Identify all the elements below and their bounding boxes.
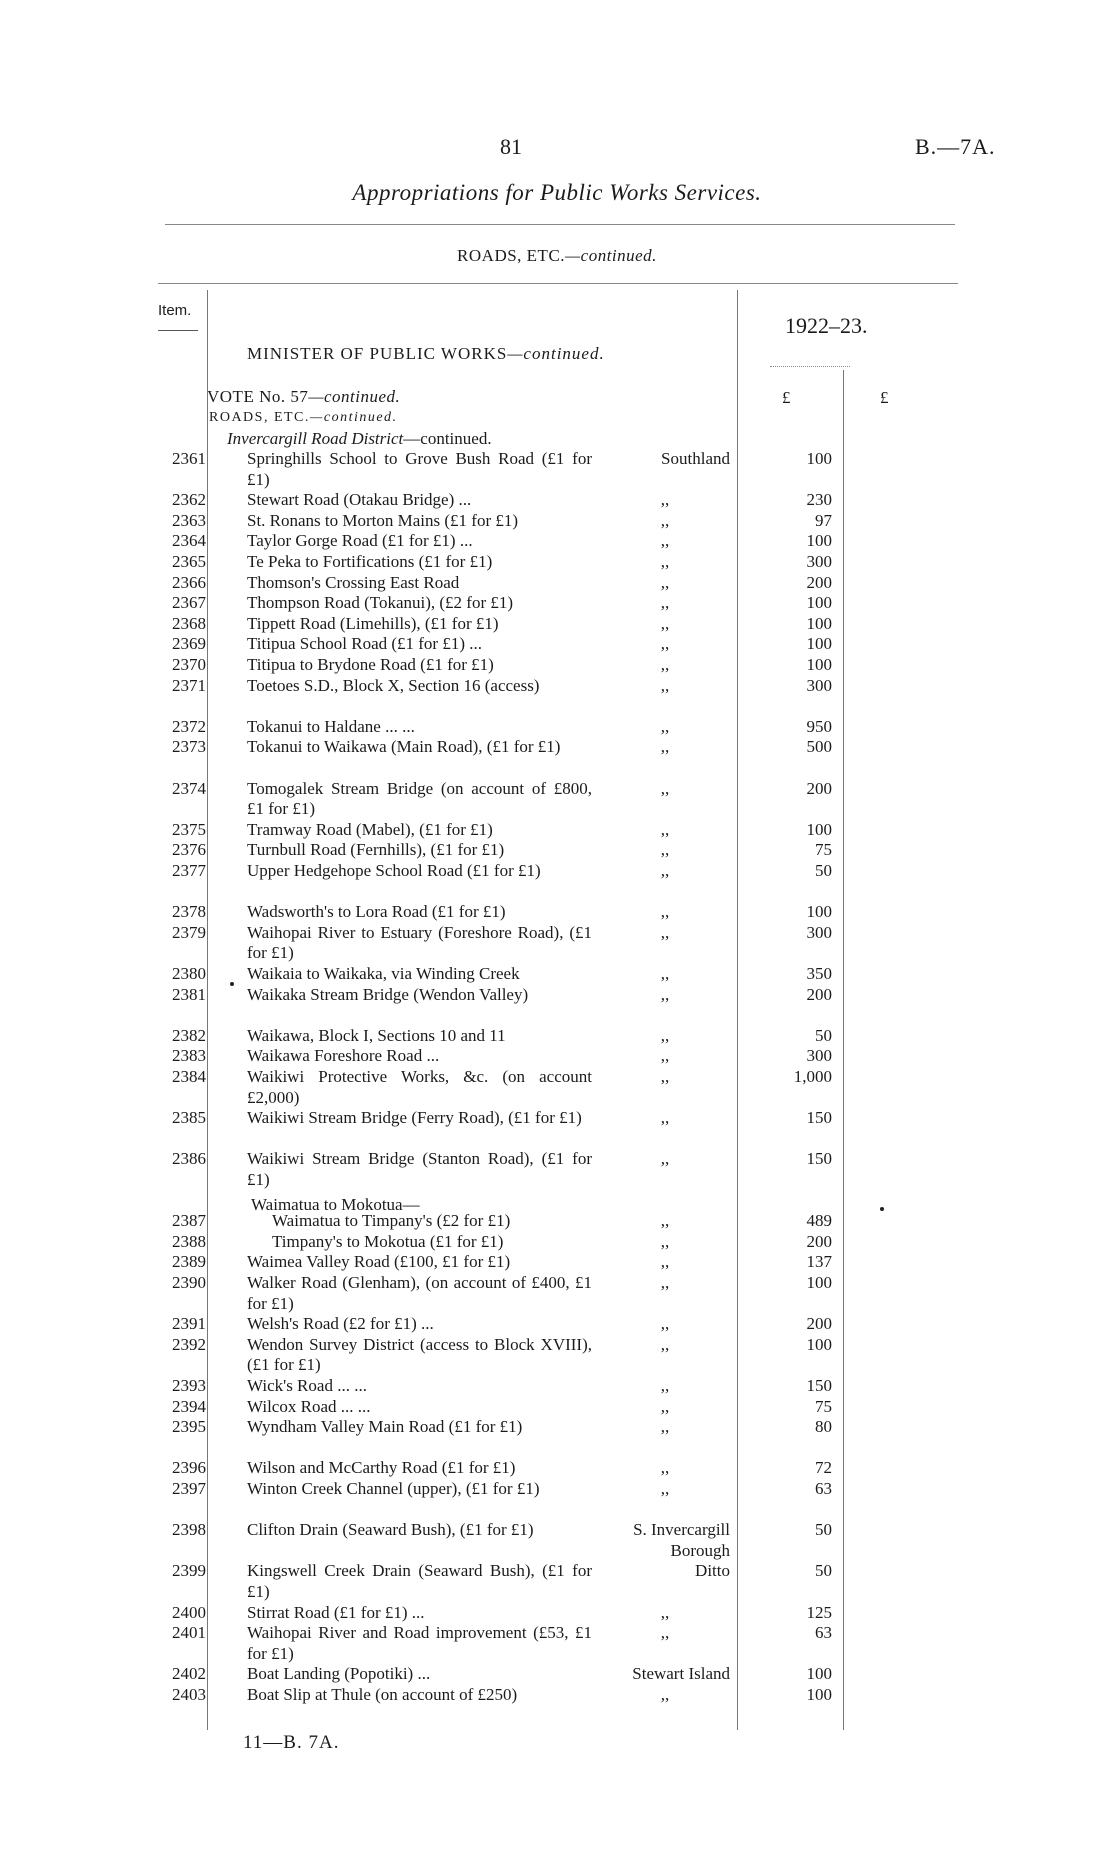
item-amount: 300 [806,552,832,571]
item-number: 2376 [172,840,206,860]
item-district: ,, [660,737,670,757]
item-number: 2390 [172,1273,206,1292]
item-amount: 75 [815,1396,832,1416]
item-header-underline [158,330,198,331]
item-description: Waikiwi Stream Bridge (Stanton Road), (£1 for £1) [247,1149,592,1189]
item-description: Kingswell Creek Drain (Seaward Bush), (£1 for £1) [247,1561,592,1601]
section-title: ROADS, ETC.—continued. [457,246,657,265]
item-number: 2364 [172,531,206,551]
item-amount: 200 [806,778,832,798]
item-district: ,, [660,552,670,571]
item-description: Wilson and McCarthy Road (£1 for £1) [247,1458,516,1478]
item-number: 2366 [172,572,206,592]
page-number: 81 [500,134,522,159]
item-district: ,, [660,510,670,530]
item-description: Tramway Road (Mabel), (£1 for £1) [247,819,493,839]
item-district: ,, [660,490,670,510]
item-description: Boat Landing (Popotiki) ... [247,1664,431,1684]
item-district: ,, [660,1314,670,1334]
item-number: 2381 [172,984,206,1004]
item-description: Thompson Road (Tokanui), (£2 for £1) [247,593,514,613]
item-description: Tomogalek Stream Bridge (on account of £800, £1 for £1) [247,778,592,819]
item-number: 2401 [172,1623,206,1643]
item-description: Stewart Road (Otakau Bridge) ... [247,490,472,510]
item-number: 2394 [172,1396,206,1416]
item-district: Ditto [695,1561,730,1581]
item-description: Winton Creek Channel (upper), (£1 for £1) [247,1479,540,1498]
item-district: ,, [660,675,670,695]
bullet-mark [230,982,234,986]
item-number: 2398 [172,1520,206,1540]
item-description: Wendon Survey District (access to Block XVIII), (£1 for £1) [247,1334,592,1375]
item-number: 2386 [172,1149,206,1169]
item-description: Waimea Valley Road (£100, £1 for £1) [247,1252,511,1272]
item-description: Titipua School Road (£1 for £1) ... [247,634,483,654]
item-number: 2370 [172,655,206,674]
header-rule [158,283,958,284]
item-description: Te Peka to Fortifications (£1 for £1) [247,552,493,571]
item-description: Walker Road (Glenham), (on account of £400, £1 for £1) [247,1273,592,1313]
ministry-heading: MINISTER OF PUBLIC WORKS—continued. [247,344,605,363]
item-district: ,, [660,572,670,592]
item-number: 2375 [172,819,206,839]
item-number: 2396 [172,1458,206,1478]
item-district: ,, [660,1149,670,1169]
item-description: Waihopai River and Road improvement (£53, £1 for £1) [247,1623,592,1663]
item-number: 2388 [172,1231,206,1251]
item-number: 2368 [172,613,206,633]
item-district: ,, [660,1211,670,1231]
item-amount: 300 [806,922,832,942]
item-amount: 500 [806,737,832,757]
item-description: Waikiwi Protective Works, &c. (on account £2,000) [247,1067,592,1107]
item-amount: 150 [806,1108,832,1128]
item-description: Wyndham Valley Main Road (£1 for £1) [247,1417,523,1437]
item-description: Toetoes S.D., Block X, Section 16 (access) [247,675,540,695]
item-amount: 200 [806,984,832,1004]
item-amount: 100 [806,593,832,613]
item-district: ,, [660,964,670,983]
item-district: ,, [660,1417,670,1437]
item-amount: 100 [806,1664,832,1684]
item-number: 2403 [172,1685,206,1704]
item-district: ,, [660,1252,670,1272]
item-district: ,, [660,1273,670,1292]
item-amount: 100 [806,655,832,674]
item-district: ,, [660,1067,670,1086]
item-amount: 100 [806,634,832,654]
item-district: ,, [660,716,670,736]
item-number: 2400 [172,1602,206,1622]
item-amount: 300 [806,1046,832,1066]
item-description: Wick's Road ... ... [247,1376,367,1395]
item-number: 2361 [172,449,206,468]
amount-column-divider [843,370,844,1730]
item-number: 2395 [172,1417,206,1437]
item-amount: 50 [815,861,832,880]
item-description: Springhills School to Grove Bush Road (£1 for £1) [247,449,592,489]
item-number: 2382 [172,1025,206,1045]
item-district: ,, [660,1231,670,1251]
district-heading: Invercargill Road District—continued. [227,429,492,448]
item-description: Waikawa, Block I, Sections 10 and 11 [247,1025,506,1045]
item-amount: 137 [806,1252,832,1272]
item-number: 2374 [172,778,206,798]
item-description: Waikaka Stream Bridge (Wendon Valley) [247,984,529,1004]
item-amount: 63 [815,1479,832,1498]
item-district: ,, [660,1396,670,1416]
item-description: Tippett Road (Limehills), (£1 for £1) [247,613,499,633]
subsection-heading: ROADS, ETC.—continued. [209,410,398,425]
item-amount: 100 [806,1685,832,1704]
item-amount: 150 [806,1149,832,1169]
item-number: 2363 [172,510,206,530]
item-description: Waimatua to Timpany's (£2 for £1) [272,1211,511,1231]
item-column-header: Item. [158,302,192,319]
item-amount: 489 [806,1211,832,1231]
item-district: ,, [660,531,670,551]
item-amount: 50 [815,1025,832,1045]
currency-header-1: £ [782,388,791,407]
item-amount: 100 [806,819,832,839]
item-description: Boat Slip at Thule (on account of £250) [247,1685,518,1704]
item-district: ,, [660,1623,670,1643]
item-district: ,, [660,861,670,880]
item-description: Wilcox Road ... ... [247,1396,371,1416]
item-number: 2379 [172,922,206,942]
item-amount: 100 [806,613,832,633]
item-number: 2391 [172,1314,206,1334]
item-district: S. Invercargill Borough [633,1520,730,1560]
item-description: Thomson's Crossing East Road [247,572,460,592]
item-number: 2402 [172,1664,206,1684]
item-amount: 72 [815,1458,832,1478]
item-description: Waikawa Foreshore Road ... [247,1046,440,1066]
item-description: Waikaia to Waikaka, via Winding Creek [247,964,520,983]
item-number: 2371 [172,675,206,695]
item-number: 2392 [172,1334,206,1354]
item-amount: 50 [815,1561,832,1581]
item-number: 2389 [172,1252,206,1272]
item-number: 2369 [172,634,206,654]
item-amount: 200 [806,572,832,592]
item-amount: 200 [806,1231,832,1251]
item-district: ,, [660,1376,670,1395]
currency-header-2: £ [880,388,889,407]
item-description: Waihopai River to Estuary (Foreshore Road), (£1 for £1) [247,922,592,963]
item-district: ,, [660,1458,670,1478]
item-number: 2385 [172,1108,206,1128]
series-reference: B.—7A. [915,134,996,159]
item-number: 2365 [172,552,206,571]
item-description: Timpany's to Mokotua (£1 for £1) [272,1231,504,1251]
item-description: Waikiwi Stream Bridge (Ferry Road), (£1 for £1) [247,1108,582,1128]
year-rule [770,366,850,367]
item-number: 2373 [172,737,206,757]
item-district: ,, [660,613,670,633]
item-amount: 230 [806,490,832,510]
item-district: ,, [660,634,670,654]
item-description: Tokanui to Haldane ... ... [247,716,415,736]
item-district: ,, [660,1046,670,1066]
item-district: ,, [660,1334,670,1354]
item-district: ,, [660,840,670,860]
item-amount: 50 [815,1520,832,1540]
item-description: Clifton Drain (Seaward Bush), (£1 for £1) [247,1520,534,1540]
item-number: 2383 [172,1046,206,1066]
item-amount: 125 [806,1602,832,1622]
item-amount: 300 [806,675,832,695]
item-district: ,, [660,1685,670,1704]
year-column-header: 1922–23. [785,313,868,338]
item-district: ,, [660,902,670,922]
item-amount: 80 [815,1417,832,1437]
item-amount: 200 [806,1314,832,1334]
item-number: 2372 [172,716,206,736]
item-district: ,, [660,778,670,798]
item-district: ,, [660,1602,670,1622]
page-title: Appropriations for Public Works Services. [352,180,762,205]
item-description: Stirrat Road (£1 for £1) ... [247,1602,425,1622]
item-amount: 75 [815,840,832,860]
item-number: 2380 [172,964,206,983]
item-number: 2384 [172,1067,206,1086]
item-amount: 150 [806,1376,832,1395]
item-description: Wadsworth's to Lora Road (£1 for £1) [247,902,506,922]
item-description: Turnbull Road (Fernhills), (£1 for £1) [247,840,505,860]
item-district: ,, [660,593,670,613]
item-description: Titipua to Brydone Road (£1 for £1) [247,655,494,674]
item-district: Stewart Island [632,1664,730,1684]
item-column-divider [207,290,208,1730]
item-amount: 100 [806,1334,832,1354]
item-number: 2362 [172,490,206,510]
item-number: 2377 [172,861,206,880]
item-number: 2393 [172,1376,206,1395]
item-district: ,, [660,984,670,1004]
signature-footer: 11—B. 7A. [243,1732,340,1753]
item-amount: 350 [806,964,832,983]
item-description: Tokanui to Waikawa (Main Road), (£1 for £1) [247,737,561,757]
item-district: Southland [661,449,730,468]
item-number: 2387 [172,1211,206,1231]
stray-mark [880,1207,884,1211]
item-district: ,, [660,819,670,839]
item-district: ,, [660,922,670,942]
item-district: ,, [660,655,670,674]
item-amount: 100 [806,902,832,922]
district-column-divider [737,290,738,1730]
item-description: Taylor Gorge Road (£1 for £1) ... [247,531,473,551]
item-amount: 100 [806,449,832,468]
item-number: 2378 [172,902,206,922]
item-amount: 950 [806,716,832,736]
item-number: 2397 [172,1479,206,1498]
item-amount: 1,000 [793,1067,832,1086]
item-description: St. Ronans to Morton Mains (£1 for £1) [247,510,519,530]
item-amount: 97 [815,510,832,530]
item-amount: 63 [815,1623,832,1643]
item-description: Welsh's Road (£2 for £1) ... [247,1314,434,1334]
item-district: ,, [660,1108,670,1128]
item-description: Upper Hedgehope School Road (£1 for £1) [247,861,541,880]
item-number: 2367 [172,593,206,613]
vote-heading: VOTE No. 57—continued. [207,387,401,406]
item-amount: 100 [806,1273,832,1292]
item-number: 2399 [172,1561,206,1581]
title-rule [165,224,955,225]
item-district: ,, [660,1025,670,1045]
item-amount: 100 [806,531,832,551]
sub-heading-waimatua: Waimatua to Mokotua— [251,1195,420,1214]
item-district: ,, [660,1479,670,1498]
